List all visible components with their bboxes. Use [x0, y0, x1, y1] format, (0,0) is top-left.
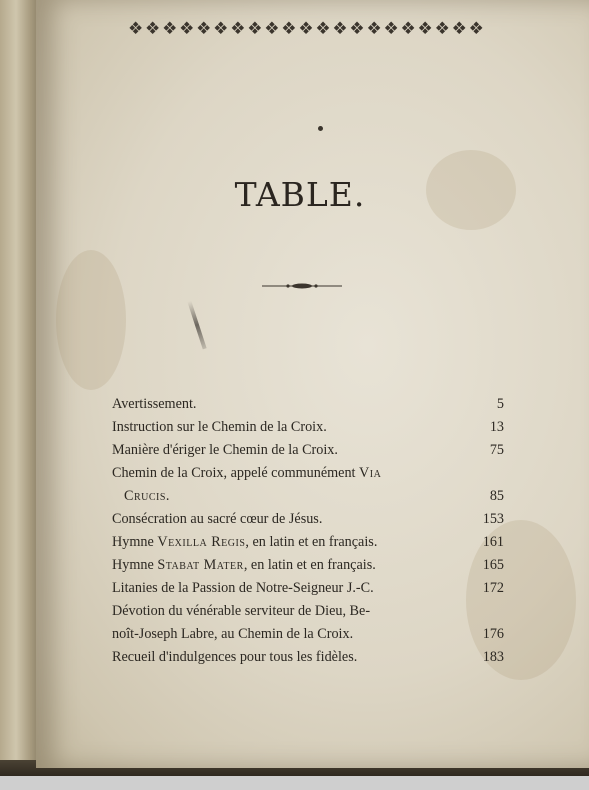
page-title: TABLE.: [234, 175, 366, 214]
toc-entry: [112, 577, 504, 600]
toc-entry-title: [112, 531, 377, 554]
background-surface: [0, 776, 589, 790]
fleuron-ornament-band: [128, 16, 484, 42]
toc-entry-title: Avertissement.: [112, 396, 197, 412]
toc-entry-title: Consécration au sacré cœur de Jésus.: [112, 511, 323, 527]
toc-entry: [112, 531, 504, 554]
fleuron-icon: ❖: [162, 19, 178, 39]
toc-entry-title: [112, 462, 381, 485]
fleuron-icon: ❖: [315, 19, 331, 39]
toc-entry-page: 75: [489, 442, 504, 458]
toc-entry: [112, 600, 504, 623]
toc-entry-title: Dévotion du vénérable serviteur de Dieu, Be-: [112, 603, 371, 619]
paper-stain: [56, 250, 126, 390]
fleuron-icon: ❖: [179, 19, 195, 39]
toc-entry-title: Crucis.: [124, 488, 170, 504]
toc-entry-title: Manière d'ériger le Chemin de la Croix.: [112, 442, 338, 458]
fleuron-icon: ❖: [145, 19, 161, 39]
fleuron-icon: ❖: [417, 19, 433, 39]
toc-entry-page: 165: [482, 557, 504, 573]
fleuron-icon: ❖: [298, 19, 314, 39]
toc-entry: [112, 646, 504, 669]
toc-entry-title-part: Hymne: [112, 557, 158, 573]
paper-stain: [426, 150, 516, 230]
book-spine: [0, 0, 40, 790]
toc-entry-title-smallcaps: Vexilla Regis: [157, 534, 246, 550]
fleuron-icon: ❖: [434, 19, 450, 39]
toc-entry-title: [112, 554, 376, 577]
toc-entry-page: 85: [489, 488, 504, 504]
toc-entry: [112, 462, 504, 485]
toc-entry-page: 176: [482, 626, 504, 642]
toc-entry-title-part: Chemin de la Croix, appelé communément: [112, 465, 360, 481]
fleuron-icon: ❖: [468, 19, 484, 39]
table-of-contents: [112, 393, 504, 669]
toc-entry-page: 153: [482, 511, 504, 527]
toc-entry-title-part: , en latin et en français.: [245, 534, 378, 550]
fleuron-icon: ❖: [383, 19, 399, 39]
toc-entry-page: 183: [482, 649, 504, 665]
toc-entry-title-smallcaps: Via: [359, 465, 382, 481]
fleuron-icon: ❖: [230, 19, 246, 39]
toc-entry: [112, 623, 504, 646]
dot-ornament: [318, 126, 323, 131]
fleuron-icon: ❖: [264, 19, 280, 39]
toc-entry-title: Instruction sur le Chemin de la Croix.: [112, 419, 327, 435]
toc-entry-page: 5: [496, 396, 504, 412]
fleuron-icon: ❖: [400, 19, 416, 39]
toc-entry-page: 172: [482, 580, 504, 596]
toc-entry-title-part: Hymne: [112, 534, 158, 550]
toc-entry-page: 13: [489, 419, 504, 435]
toc-entry-title: noît-Joseph Labre, au Chemin de la Croix.: [112, 626, 354, 642]
fleuron-icon: ❖: [247, 19, 263, 39]
toc-entry-title: Recueil d'indulgences pour tous les fidèles.: [112, 649, 358, 665]
fleuron-icon: ❖: [332, 19, 348, 39]
toc-entry-title: Litanies de la Passion de Notre-Seigneur J.-C.: [112, 580, 374, 596]
fleuron-icon: ❖: [349, 19, 365, 39]
toc-entry: [112, 554, 504, 577]
toc-entry-page: 161: [482, 534, 504, 550]
fleuron-icon: ❖: [451, 19, 467, 39]
fleuron-icon: ❖: [196, 19, 212, 39]
toc-entry: [112, 416, 504, 439]
toc-entry: [112, 508, 504, 531]
toc-entry-title-part: , en latin et en français.: [243, 557, 376, 573]
rule-ornament: [262, 282, 342, 290]
fleuron-icon: ❖: [281, 19, 297, 39]
toc-entry: [112, 439, 504, 462]
fleuron-icon: ❖: [213, 19, 229, 39]
fleuron-icon: ❖: [366, 19, 382, 39]
toc-entry: [112, 485, 504, 508]
toc-entry-title-smallcaps: Stabat Mater: [157, 557, 244, 573]
fleuron-icon: ❖: [128, 19, 144, 39]
toc-entry: [112, 393, 504, 416]
